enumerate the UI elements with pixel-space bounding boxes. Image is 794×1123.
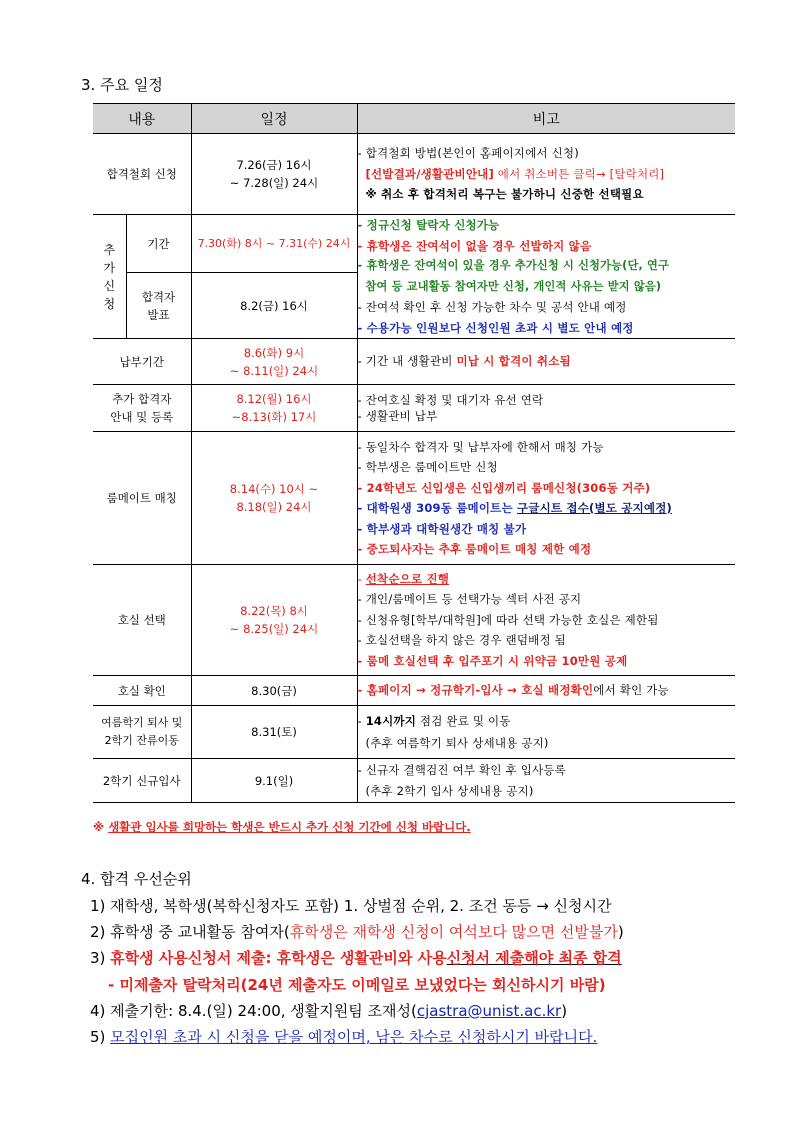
item-span: 3) (90, 949, 111, 968)
note-line (358, 351, 736, 372)
label-line: 2학기 잔류이동 (104, 734, 179, 747)
row-notes (357, 706, 735, 759)
note-line: - 잔여호실 확정 및 대기자 유선 연락 (357, 393, 544, 407)
note-line (358, 710, 736, 732)
table-header-row (93, 104, 735, 134)
priority-list (90, 893, 624, 1050)
note-line: - 동일차수 합격자 및 납부자에 한해서 매칭 가능 (357, 439, 604, 454)
table-row (93, 759, 735, 803)
date-line: ~8.13(화) 17시 (231, 410, 317, 424)
note-span: 에서 확인 가능 (593, 683, 669, 698)
item-span: 2) 휴학생 중 교내활동 참여자( (90, 923, 290, 942)
note-span: [선발결과/생활관비안내] (365, 166, 494, 181)
row-label: 2학기 신규입사 (93, 759, 191, 803)
table-row (93, 565, 735, 676)
row-notes (357, 339, 735, 385)
item-span: 신청서 제출해야 최종 합격 (446, 949, 622, 968)
table-row (93, 339, 735, 385)
note-line: - 합격철회 방법(본인이 홈페이지에서 신청) (357, 146, 579, 161)
item-span: ) (561, 1001, 568, 1020)
note-line: - 정규신청 탈락자 신청가능 (357, 218, 500, 232)
item-span: 5) (90, 1028, 111, 1047)
date-line: 8.12(월) 16시 (236, 392, 312, 406)
email-link[interactable]: cjastra@unist.ac.kr (416, 1001, 562, 1020)
date-line: 8.18(일) 24시 (236, 500, 312, 514)
note-span: 에서 취소버튼 클릭→ [탈락처리] (493, 166, 665, 181)
footnote (93, 819, 471, 835)
priority-item: 1) 재학생, 복학생(복학신청자도 포함) 1. 상벌점 순위, 2. 조건 동등 → 신청시간 (90, 897, 612, 915)
priority-item (90, 945, 624, 971)
item-span: 모집인원 초과 시 신청을 닫을 예정이며, 남은 차수로 신청하시기 바랍니다. (110, 1028, 598, 1047)
note-line: - 잔여석 확인 후 신청 가능한 차수 및 공석 안내 예정 (357, 300, 627, 314)
note-span: - (357, 571, 366, 586)
section-4-title: 4. 합격 우선순위 (81, 870, 192, 888)
row-date: 8.30(금) (191, 676, 357, 706)
note-line: - 학부생과 대학원생간 매칭 불가 (357, 521, 527, 536)
row-label (93, 385, 191, 432)
note-line: - 24학년도 신입생은 신입생끼리 룸메신청(306동 거주) (357, 480, 651, 495)
item-span: 휴학생은 재학생 신청이 여석보다 많으면 선발불가 (289, 923, 618, 942)
note-line: (추후 여름학기 퇴사 상세내용 공지) (365, 736, 549, 750)
footnote-text: 생활관 입사를 희망하는 학생은 반드시 추가 신청 기간에 신청 바랍니다. (108, 820, 471, 834)
date-line: ~ 8.25(일) 24시 (229, 622, 319, 636)
note-span: - (357, 714, 366, 728)
note-line: - 룸메 호실선택 후 입주포기 시 위약금 10만원 공제 (357, 653, 628, 668)
row-label: 호실 확인 (93, 676, 191, 706)
item-span: 4) 제출기한: 8.4.(일) 24:00, 생활지원팀 조재성( (90, 1001, 417, 1020)
header-content: 내용 (93, 104, 191, 134)
row-date: 8.31(토) (191, 706, 357, 759)
date-line: 8.6(화) 9시 (243, 345, 305, 360)
note-line (358, 498, 736, 519)
sub-label-text: 합격자 발표 (141, 289, 176, 322)
note-span: - 대학원생 309동 룸메이트는 (357, 501, 517, 515)
note-span: 선착순으로 진행 (365, 571, 450, 586)
note-span: 14시까지 (365, 714, 417, 728)
row-date (191, 339, 357, 385)
note-line: ※ 취소 후 합격처리 복구는 불가하니 신중한 선택필요 (365, 187, 644, 202)
table-row (93, 432, 735, 565)
note-line (358, 569, 736, 590)
item-span: ) (617, 923, 624, 942)
priority-item (90, 919, 624, 945)
priority-item: - 미제출자 탈락처리(24년 제출자도 이메일로 보냈었다는 회신하시기 바람) (108, 975, 606, 994)
row-label: 합격철회 신청 (93, 134, 191, 215)
row-date: 8.2(금) 16시 (191, 273, 357, 339)
note-line: - 개인/룸메이트 등 선택가능 섹터 사전 공지 (357, 592, 582, 607)
date-line: 8.22(목) 8시 (240, 604, 308, 618)
label-line: 추가 합격자 (112, 392, 172, 406)
note-line: 참여 등 교내활동 참여자만 신청, 개인적 사유는 받지 않음) (365, 279, 662, 293)
table-row (93, 215, 735, 273)
header-remarks: 비고 (357, 104, 735, 134)
section-3-title: 3. 주요 일정 (81, 76, 163, 94)
date-line: ~ 7.28(일) 24시 (229, 176, 319, 190)
note-line: - 호실선택을 하지 않은 경우 랜덤배정 됨 (357, 633, 566, 648)
item-span: 휴학생 사용신청서 제출: 휴학생은 생활관비와 사용 (110, 949, 447, 968)
row-label (93, 706, 191, 759)
row-date (191, 134, 357, 215)
row-label: 납부기간 (93, 339, 191, 385)
table-row (93, 385, 735, 432)
sub-label-announce (126, 273, 191, 339)
note-line: - 학부생은 룸메이트만 신청 (357, 460, 498, 474)
google-sheet-note: 구글시트 접수(별도 공지예정) (516, 501, 673, 515)
table-row (93, 706, 735, 759)
row-date: 7.30(화) 8시 ~ 7.31(수) 24시 (191, 215, 357, 273)
row-notes (357, 676, 735, 706)
note-line: - 수용가능 인원보다 신청인원 초과 시 별도 안내 예정 (357, 320, 634, 335)
group-label (93, 215, 126, 339)
row-label: 룸메이트 매칭 (93, 432, 191, 565)
label-line: 안내 및 등록 (110, 410, 174, 424)
note-line: - 신청유형[학부/대학원]에 따라 선택 가능한 호실은 제한됨 (357, 612, 659, 627)
note-span: 점검 완료 및 이동 (416, 714, 511, 728)
row-date (191, 432, 357, 565)
row-date (191, 385, 357, 432)
note-line (358, 164, 736, 185)
footnote-mark: ※ (93, 820, 109, 834)
note-span: - 기간 내 생활관비 (357, 354, 457, 369)
sub-label-period: 기간 (126, 215, 191, 273)
date-line: 7.26(금) 16시 (236, 158, 312, 172)
row-date: 9.1(일) (191, 759, 357, 803)
note-line: - 휴학생은 잔여석이 없을 경우 선발하지 않음 (357, 238, 592, 253)
row-notes (357, 759, 735, 803)
date-line: 8.14(수) 10시 ~ (229, 482, 319, 496)
note-line: - 휴학생은 잔여석이 있을 경우 추가신청 시 신청가능(단, 연구 (357, 259, 670, 272)
table-row (93, 676, 735, 706)
note-line: - 신규자 결핵검진 여부 확인 후 입사등록 (357, 762, 566, 777)
header-schedule: 일정 (191, 104, 357, 134)
row-date (191, 565, 357, 676)
label-line: 여름학기 퇴사 및 (101, 716, 183, 729)
row-notes (357, 215, 735, 339)
note-span: 미납 시 합격이 취소됨 (456, 354, 571, 369)
row-notes (357, 134, 735, 215)
date-line: ~ 8.11(일) 24시 (229, 363, 319, 378)
note-line: - 중도퇴사자는 추후 룸메이트 매칭 제한 예정 (357, 542, 592, 556)
row-notes (357, 432, 735, 565)
schedule-table (93, 103, 735, 803)
row-notes (357, 385, 735, 432)
note-line: (추후 2학기 입사 상세내용 공지) (365, 783, 534, 798)
group-label-text: 추가 신청 (103, 242, 116, 311)
row-notes (357, 565, 735, 676)
priority-item (90, 1024, 624, 1050)
note-line (358, 680, 736, 701)
row-label: 호실 선택 (93, 565, 191, 676)
note-span: - 홈페이지 → 정규학기-입사 → 호실 배정확인 (357, 683, 594, 698)
table-row (93, 134, 735, 215)
note-line: - 생활관비 납부 (357, 409, 438, 423)
priority-item (90, 998, 624, 1024)
